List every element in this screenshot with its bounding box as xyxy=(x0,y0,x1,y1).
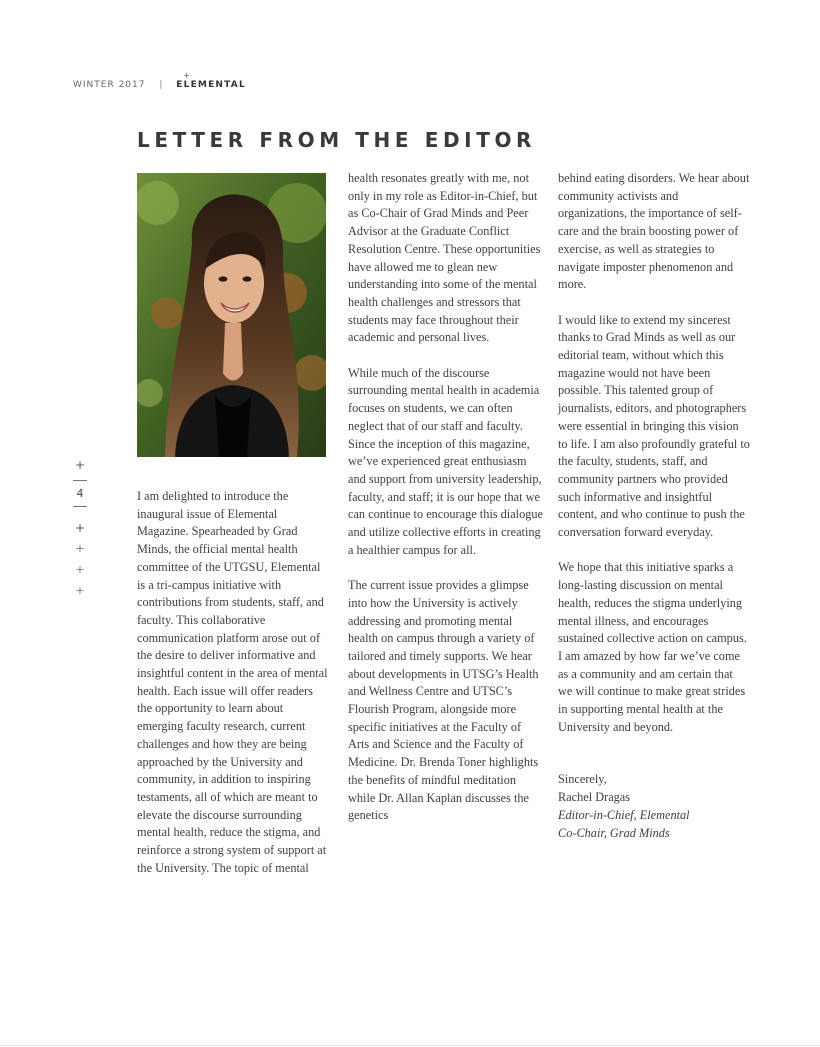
page-bottom-rule xyxy=(0,1045,820,1046)
nav-divider xyxy=(73,506,87,507)
letter-paragraph: health resonates greatly with me, not only in my role as Editor-in-Chief, but as Co-Chair of Grad Minds and Peer Advisor at the Graduate Conflict Resolution Centre. These opportunities have allowed me to glean new understanding into some of the mental health challenges and stressors that students may face throughout their academic and personal lives. xyxy=(348,171,541,345)
letter-paragraph: I would like to extend my sincerest thanks to Grad Minds as well as our editorial team, without which this magazine would not have been possible. This talented group of journalists, editors, and photographers were essential in bringing this vision to life. I am also profoundly grateful to the faculty, students, staff, and community partners who provided such informative and insightful content, and who continue to push the conversation forward everyday. xyxy=(558,312,750,540)
issue-label: WINTER 2017 xyxy=(73,80,146,90)
letter-column-3 xyxy=(558,170,750,842)
header-separator: | xyxy=(159,80,164,90)
letter-paragraph: I am delighted to introduce the inaugural issue of Elemental Magazine. Spearheaded by Grad Minds, the official mental health committee of the UTGSU, Elemental is a tri-campus initiative with contributions from students, staff, and faculty. This collaborative communication platform arose out of the desire to deliver informative and insightful content in the area of mental health. Each issue will offer readers the opportunity to learn about emerging faculty research, current challenges and how they are being approached by the University and community, in addition to inspiring testaments, all of which are meant to elevate the discourse surrounding mental health, reduce the stigma, and reinforce a strong system of support at the University. The topic of mental xyxy=(137,489,328,875)
page-number: 4 xyxy=(76,487,84,500)
signature-block xyxy=(558,771,750,842)
page-title: LETTER FROM THE EDITOR xyxy=(137,128,537,152)
plus-icon[interactable]: + xyxy=(74,458,86,472)
letter-paragraph: behind eating disorders. We hear about community activists and organizations, the importance of self-care and the brain boosting power of exercise, as well as strategies to navigate imposter phenomenon and more. xyxy=(558,171,750,292)
magazine-name xyxy=(176,71,246,90)
plus-icon[interactable]: + xyxy=(75,563,85,576)
nav-divider xyxy=(73,480,87,481)
signature-name: Rachel Dragas xyxy=(558,790,631,805)
plus-icon[interactable]: + xyxy=(74,521,86,535)
signature-role: Co-Chair, Grad Minds xyxy=(558,825,670,840)
plus-icon[interactable]: + xyxy=(75,542,85,555)
magazine-name-text: ELEMENTAL xyxy=(176,80,246,90)
letter-paragraph: We hope that this initiative sparks a long-lasting discussion on mental health, reduces the stigma underlying mental illness, and encourages sustained collective action on campus. I am amazed by how far we’ve come as a community and am certain that we will continue to make great strides in supporting mental health at the University and beyond. xyxy=(558,560,747,734)
page-header xyxy=(73,71,246,90)
letter-paragraph: The current issue provides a glimpse into how the University is actively addressing and promoting mental health on campus through a variety of tailored and timely supports. We hear about developments in UTSG’s Health and Wellness Centre and UTSC’s Flourish Program, alongside more specific initiatives at the Faculty of Arts and Science and the Faculty of Medicine. Dr. Brenda Toner highlights the benefits of mindful meditation while Dr. Allan Kaplan discusses the genetics xyxy=(348,578,539,823)
letter-paragraph: While much of the discourse surrounding mental health in academia focuses on students, we can often neglect that of our staff and faculty. Since the inception of this magazine, we’ve experienced great enthusiasm and support from university leadership, faculty, and staff; it is our hope that we can continue to encourage this dialogue and utilize collective efforts in creating a healthier campus for all. xyxy=(348,365,543,557)
letter-column-2 xyxy=(348,170,543,843)
signature-closing: Sincerely, xyxy=(558,772,607,787)
letter-column-1 xyxy=(137,488,329,895)
signature-role: Editor-in-Chief, Elemental xyxy=(558,807,690,822)
plus-icon[interactable]: + xyxy=(75,584,85,597)
editor-portrait xyxy=(137,173,326,457)
plus-icon: + xyxy=(183,71,192,80)
